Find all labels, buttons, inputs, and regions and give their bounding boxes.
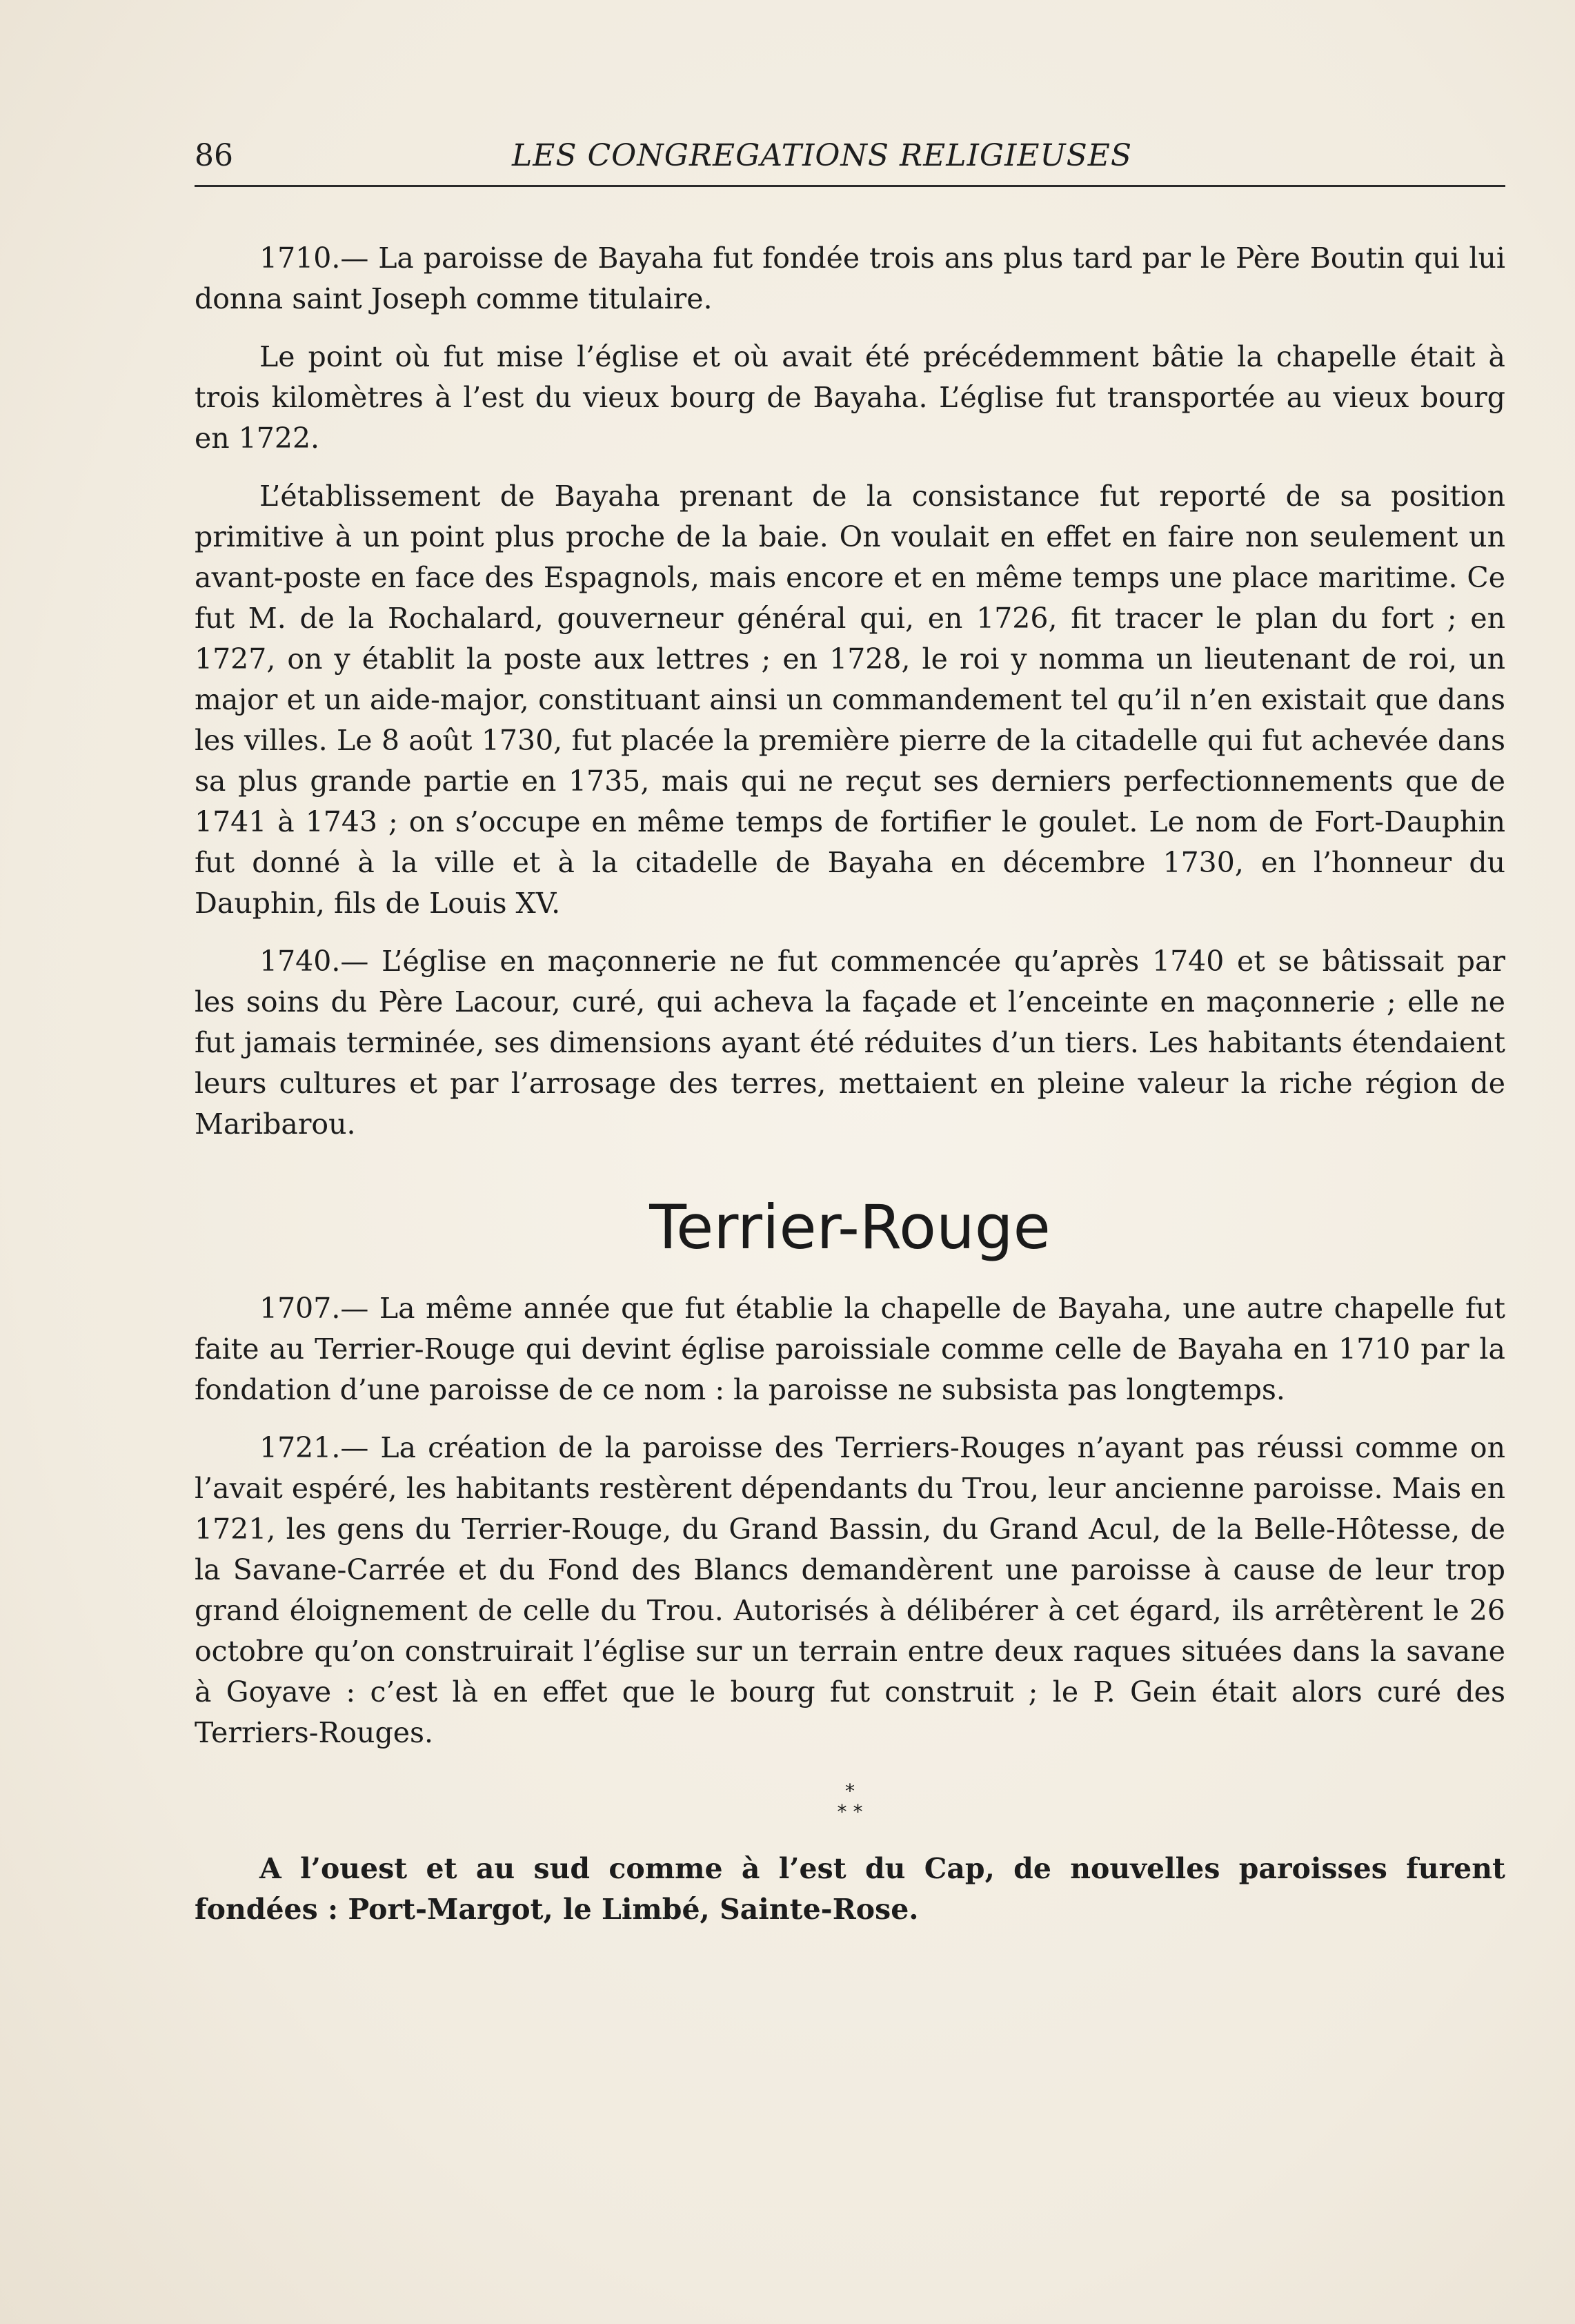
page-number: 86 (195, 138, 233, 173)
section-heading: Terrier-Rouge (649, 1192, 1051, 1263)
paragraph-1710: 1710.— La paroisse de Bayaha fut fondée trois ans plus tard par le Père Boutin qui lui donna saint Joseph comme titulaire. (195, 242, 1505, 315)
page-header (195, 132, 1505, 187)
paragraph-1707: 1707.— La même année que fut établie la chapelle de Bayaha, une autre chapelle fut faite au Terrier-Rouge qui devint église paroissiale comme celle de Bayaha en 1710 par la fondation d’une paroisse de ce nom : la paroisse ne subsista pas longtemps. (195, 1292, 1505, 1406)
paragraph-1740: 1740.— L’église en maçonnerie ne fut commencée qu’après 1740 et se bâtissait par les soins du Père Lacour, curé, qui acheva la façade et l’enceinte en maçonnerie ; elle ne fut jamais terminée, ses dimensions ayant été réduites d’un tiers. Les habitants étendaient leurs cultures et par l’arrosage des terres, mettaient en pleine valeur la riche région de Maribarou. (195, 945, 1505, 1141)
asterism-bottom: * * (837, 1800, 863, 1823)
paragraph-church-location: Le point où fut mise l’église et où avait été précédemment bâtie la chapelle était à trois kilomètres à l’est du vieux bourg de Bayaha. L’église fut transportée au vieux bourg en 1722. (195, 340, 1505, 455)
running-title: LES CONGREGATIONS RELIGIEUSES (512, 138, 1133, 173)
asterism-top: * (845, 1780, 855, 1802)
closing-paragraph: A l’ouest et au sud comme à l’est du Cap, de nouvelles paroisses furent fondées : Port-Margot, le Limbé, Sainte-Rose. (195, 1852, 1505, 1926)
asterism-separator (195, 1781, 1505, 1822)
page-body (195, 238, 1505, 1947)
paragraph-1721: 1721.— La création de la paroisse des Terriers-Rouges n’ayant pas réussi comme on l’avait espéré, les habitants restèrent dépendants du Trou, leur ancienne paroisse. Mais en 1721, les gens du Terrier-Rouge, du Grand Bassin, du Grand Acul, de la Belle-Hôtesse, de la Savane-Carrée et du Fond des Blancs demandèrent une paroisse à cause de leur trop grand éloignement de celle du Trou. Autorisés à délibérer à cet égard, ils arrêtèrent le 26 octobre qu’on construirait l’église sur un terrain entre deux raques situées dans la savane à Goyave : c’est là en effet que le bourg fut construit ; le P. Gein était alors curé des Terriers-Rouges. (195, 1431, 1505, 1749)
paragraph-establishment: L’établissement de Bayaha prenant de la consistance fut reporté de sa position primitive à un point plus proche de la baie. On voulait en effet en faire non seulement un avant-poste en face des Espagnols, mais encore et en même temps une place maritime. Ce fut M. de la Rochalard, gouverneur général qui, en 1726, fit tracer le plan du fort ; en 1727, on y établit la poste aux lettres ; en 1728, le roi y nomma un lieutenant de roi, un major et un aide-major, constituant ainsi un commandement tel qu’il n’en existait que dans les villes. Le 8 août 1730, fut placée la première pierre de la citadelle qui fut achevée dans sa plus grande partie en 1735, mais qui ne reçut ses derniers perfectionnements que de 1741 à 1743 ; on s’occupe en même temps de fortifier le goulet. Le nom de Fort-Dauphin fut donné à la ville et à la citadelle de Bayaha en décembre 1730, en l’honneur du Dauphin, fils de Louis XV. (195, 480, 1505, 920)
